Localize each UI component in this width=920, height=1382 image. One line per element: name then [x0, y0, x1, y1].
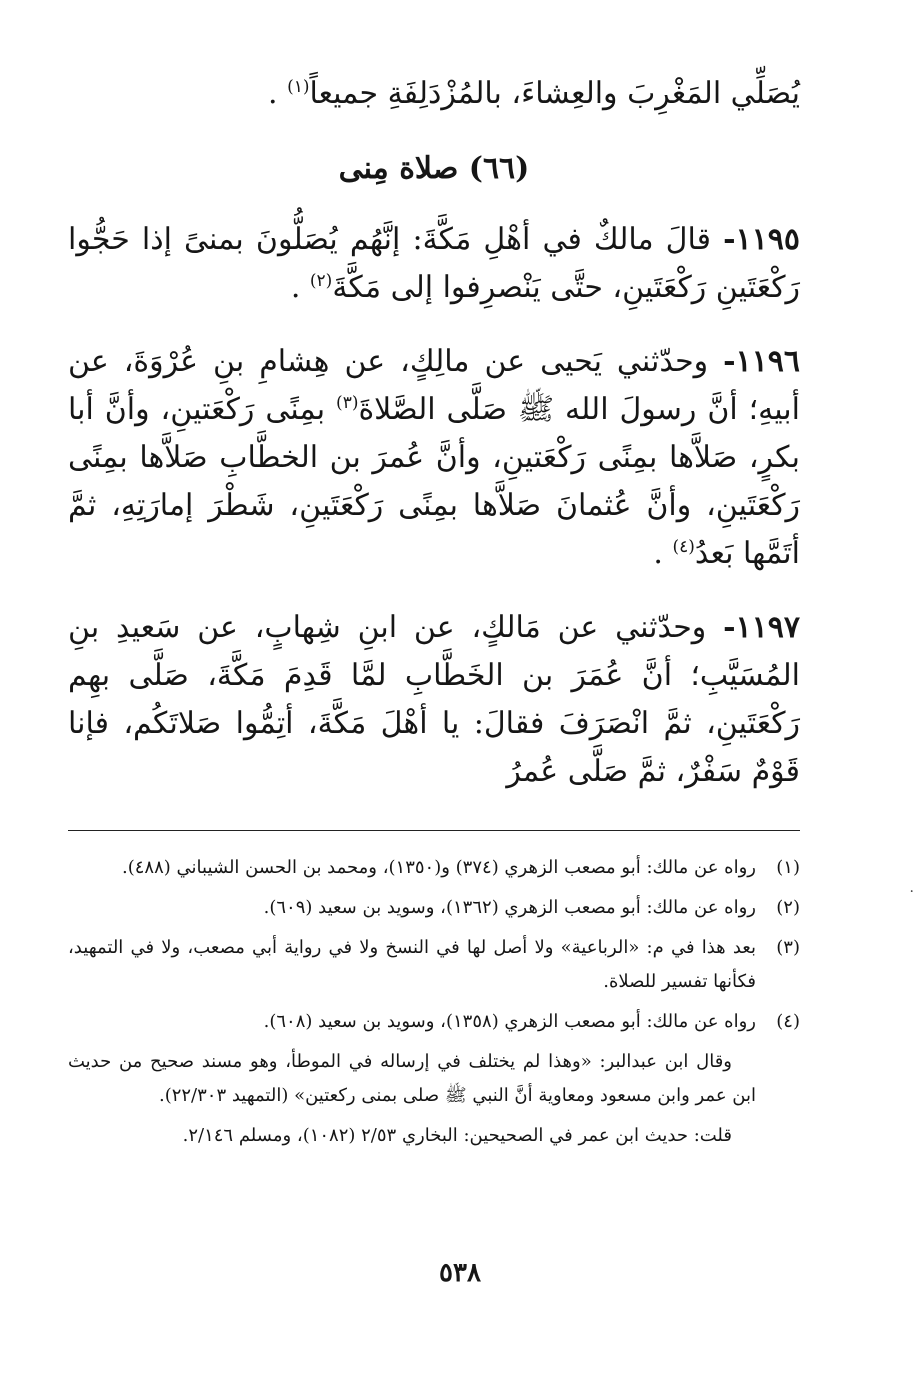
footnote-number: (٣) [776, 937, 800, 958]
hadith-end: . [290, 270, 310, 305]
footnote-2 [68, 891, 800, 925]
hadith-number: ١١٩٦- [723, 344, 800, 379]
footnotes-section [68, 851, 800, 1153]
footnote-ref-4[interactable]: (٤) [672, 537, 695, 557]
intro-line [68, 70, 800, 118]
footnote-3 [68, 931, 800, 999]
footnote-number: (١) [776, 857, 800, 878]
hadith-number: ١١٩٥- [723, 222, 800, 257]
hadith-text: قالَ مالكٌ في أهْلِ مَكَّةَ: إنَّهُم يُصَلُّونَ بمنىً إذا حَجُّوا رَكْعَتَينِ رَكْعَتَينِ، حتَّى يَنْصرِفوا إلى مَكَّةَ [68, 222, 800, 305]
hadith-text-b: بمِنًى رَكْعَتينِ، وأنَّ أبا بكرٍ، صَلاَّها بمِنًى رَكْعَتينِ، وأنَّ عُمرَ بن الخطَّابِ صَلاَّها بمِنًى رَكْعَتَينِ، وأنَّ عُثمانَ صَلاَّها بمِنًى رَكْعَتَينِ، شَطْرَ إمارَتِهِ، ثمَّ أتَمَّها بَعدُ [68, 392, 800, 571]
footnote-number: (٢) [776, 897, 800, 918]
page-number: ٥٣٨ [439, 1258, 481, 1288]
footnote-4-continuation: وقال ابن عبدالبر: «وهذا لم يختلف في إرساله في الموطأ، وهو مسند صحيح من حديث ابن عمر وابن مسعود ومعاوية أنَّ النبي ﷺ صلى بمنى ركعتين» (التمهيد ٢٢/٣٠٣). [68, 1051, 756, 1106]
margin-dot: · [909, 884, 914, 900]
hadith-text-a: وحدّثني يَحيى عن مالِكٍ، عن هِشامِ بنِ عُرْوَةَ، عن أبيهِ؛ أنَّ رسولَ الله ﷺ صَلَّى الصَّلاةَ [68, 344, 800, 427]
footnote-4 [68, 1005, 800, 1039]
hadith-number: ١١٩٧- [723, 610, 800, 645]
footnote-ref-3[interactable]: (٣) [336, 393, 359, 413]
hadith-1195 [68, 216, 800, 312]
footnote-text: رواه عن مالك: أبو مصعب الزهري (٣٧٤) و(١٣٥٠)، ومحمد بن الحسن الشيباني (٤٨٨). [122, 857, 756, 878]
footnote-1 [68, 851, 800, 885]
hadith-1197 [68, 604, 800, 796]
intro-text: يُصَلِّي المَغْرِبَ والعِشاءَ، بالمُزْدَلِفَةِ جميعاً [309, 76, 800, 111]
footnote-text: رواه عن مالك: أبو مصعب الزهري (١٣٦٢)، وسويد بن سعيد (٦٠٩). [263, 897, 756, 918]
footnote-text: رواه عن مالك: أبو مصعب الزهري (١٣٥٨)، وسويد بن سعيد (٦٠٨). [263, 1011, 756, 1032]
intro-end: . [267, 76, 288, 111]
page-content [68, 70, 800, 1159]
footnote-number: (٤) [776, 1011, 800, 1032]
footnote-text: بعد هذا في م: «الرباعية» ولا أصل لها في النسخ ولا في رواية أبي مصعب، ولا في التمهيد، فكأنها تفسير للصلاة. [68, 937, 756, 992]
footnote-ref-1[interactable]: (١) [287, 77, 310, 97]
hadith-1196 [68, 338, 800, 578]
footnote-4-note: قلت: حديث ابن عمر في الصحيحين: البخاري ٢/٥٣ (١٠٨٢)، ومسلم ٢/١٤٦. [182, 1125, 732, 1146]
hadith-end: . [653, 536, 673, 571]
footnote-divider [68, 830, 800, 831]
footnote-ref-2[interactable]: (٢) [309, 271, 333, 291]
hadith-text: وحدّثني عن مَالكٍ، عن ابنِ شِهابٍ، عن سَعيدِ بنِ المُسَيَّبِ؛ أنَّ عُمَرَ بن الخَطَّابِ لمَّا قَدِمَ مَكَّةَ، صَلَّى بهِم رَكْعَتَينِ، ثمَّ انْصَرَفَ فقالَ: يا أهْلَ مَكَّةَ، أتِمُّوا صَلاتَكُم، فإنا قَوْمٌ سَفْرٌ، ثمَّ صَلَّى عُمرُ [68, 610, 800, 789]
section-title: (٦٦) صلاة مِنى [338, 151, 530, 186]
